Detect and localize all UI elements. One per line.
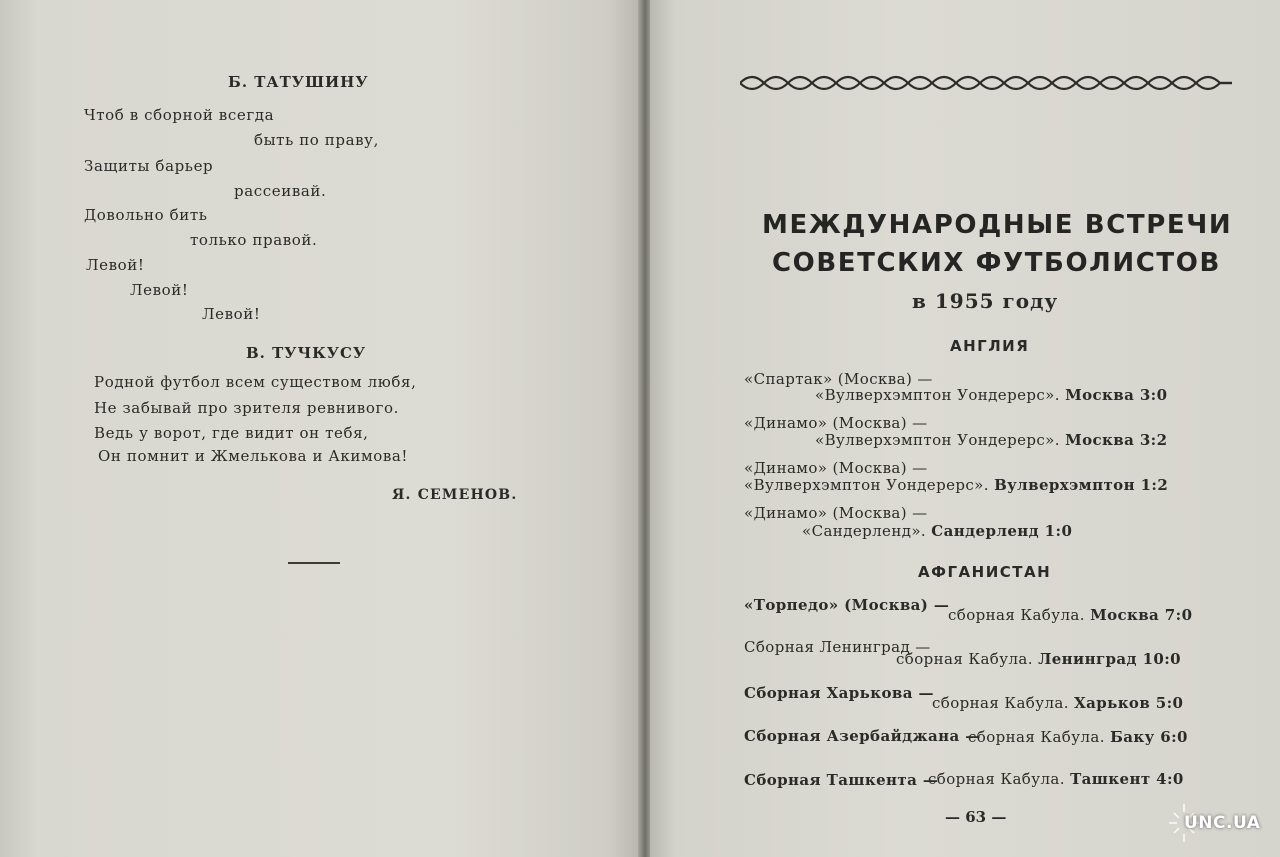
match-opponent: сборная Кабула.	[928, 770, 1065, 788]
page-subtitle-year: в 1955 году	[912, 289, 1059, 313]
match-result: Вулверхэмптон 1:2	[994, 476, 1169, 494]
page-title-line-2: СОВЕТСКИХ ФУТБОЛИСТОВ	[772, 248, 1221, 278]
match-result: Москва 3:0	[1065, 386, 1168, 404]
match-team: «Динамо» (Москва) —	[744, 414, 928, 432]
watermark-text: UNC.UA	[1184, 813, 1261, 833]
poem-line: Ведь у ворот, где видит он тебя,	[94, 424, 369, 442]
match-opponent: сборная Кабула.	[896, 650, 1033, 668]
poem-line: Левой!	[130, 281, 189, 299]
page-number: — 63 —	[945, 808, 1007, 826]
match-result: Баку 6:0	[1110, 728, 1188, 746]
match-result-line	[968, 728, 1188, 746]
poem-line: рассеивай.	[234, 182, 327, 200]
match-opponent: «Вулверхэмптон Уондерерс».	[744, 476, 989, 494]
section-heading-afghanistan: АФГАНИСТАН	[918, 563, 1052, 581]
match-result: Ленинград 10:0	[1038, 650, 1182, 668]
poem-line: Родной футбол всем существом любя,	[94, 373, 417, 391]
match-opponent: «Вулверхэмптон Уондерерс».	[815, 431, 1060, 449]
poem-line: Довольно бить	[84, 206, 208, 224]
match-opponent: сборная Кабула.	[948, 606, 1085, 624]
match-result: Ташкент 4:0	[1070, 770, 1184, 788]
match-opponent: «Сандерленд».	[802, 522, 927, 540]
match-team: Сборная Ташкента —	[744, 771, 939, 789]
match-opponent: сборная Кабула.	[932, 694, 1069, 712]
poem-line: быть по праву,	[254, 131, 379, 149]
match-result: Москва 7:0	[1090, 606, 1193, 624]
match-result-line	[744, 476, 1168, 494]
match-team: «Спартак» (Москва) —	[744, 370, 933, 388]
poem-line: Левой!	[202, 305, 261, 323]
match-result-line	[896, 650, 1181, 668]
match-opponent: сборная Кабула.	[968, 728, 1105, 746]
match-team: Сборная Ленинград —	[744, 638, 931, 656]
poem-heading-tuchkus: В. ТУЧКУСУ	[246, 344, 367, 362]
match-team: «Торпедо» (Москва) —	[744, 596, 950, 614]
poem-line: Левой!	[86, 256, 145, 274]
match-team: «Динамо» (Москва) —	[744, 459, 928, 477]
separator-line	[288, 562, 340, 564]
match-result: Харьков 5:0	[1074, 694, 1184, 712]
page-title-line-1: МЕЖДУНАРОДНЫЕ ВСТРЕЧИ	[762, 210, 1233, 240]
poem-heading-tatushin: Б. ТАТУШИНУ	[228, 73, 369, 91]
decorative-ornament-border	[740, 74, 1232, 92]
match-team: «Динамо» (Москва) —	[744, 504, 928, 522]
match-result-line	[948, 606, 1192, 624]
poem-line: Защиты барьер	[84, 157, 214, 175]
match-result: Сандерленд 1:0	[931, 522, 1073, 540]
poem-line: Он помнит и Жмелькова и Акимова!	[98, 447, 409, 465]
poem-line: только правой.	[190, 231, 318, 249]
poem-line: Не забывай про зрителя ревнивого.	[94, 399, 399, 417]
match-result-line	[932, 694, 1183, 712]
match-result-line	[928, 770, 1184, 788]
match-team: Сборная Харькова —	[744, 684, 934, 702]
poem-line: Чтоб в сборной всегда	[84, 106, 275, 124]
match-result: Москва 3:2	[1065, 431, 1168, 449]
match-opponent: «Вулверхэмптон Уондерерс».	[815, 386, 1060, 404]
match-result-line	[815, 386, 1167, 404]
match-result-line	[802, 522, 1072, 540]
poem-signature: Я. СЕМЕНОВ.	[392, 487, 518, 503]
section-heading-england: АНГЛИЯ	[950, 337, 1030, 355]
match-team: Сборная Азербайджана —	[744, 727, 981, 745]
match-result-line	[815, 431, 1167, 449]
